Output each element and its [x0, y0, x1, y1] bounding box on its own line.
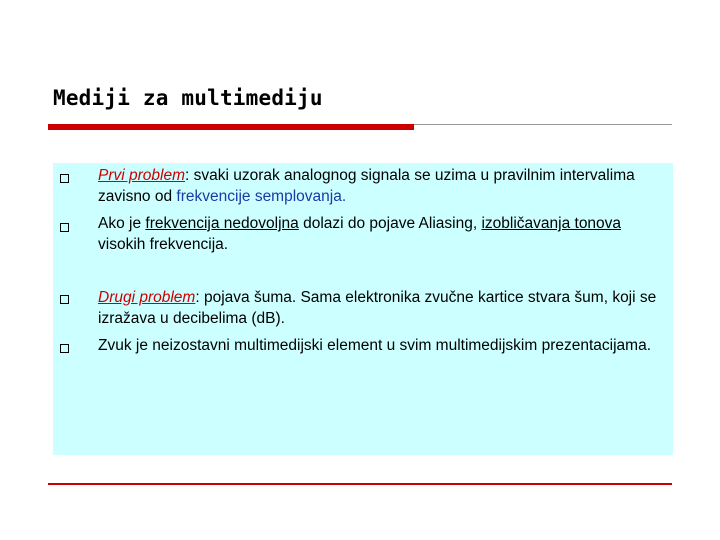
- bullet-4-text: [98, 336, 668, 357]
- bullet-3-text: [98, 288, 668, 329]
- bullet-4-body: Zvuk je neizostavni multimedijski element u svim multimedijskim prezentacijama.: [98, 337, 652, 354]
- bullet-1-lead: Prvi problem: [98, 167, 185, 184]
- bullet-1-text: [98, 166, 668, 207]
- bullet-2-part-1: Ako je: [98, 215, 146, 232]
- footer-divider-red: [48, 483, 672, 485]
- bullet-1-body: : svaki uzorak analognog signala se uzima u pravilnim intervalima zavisno od: [98, 167, 635, 205]
- bullet-2-term-2: izobličavanja tonova: [481, 215, 622, 232]
- bullet-2-part-2: dolazi do pojave Aliasing,: [298, 215, 482, 232]
- hollow-square-bullet-icon: [60, 295, 69, 304]
- bullet-2-term-1: frekvencija nedovoljna: [145, 215, 299, 232]
- hollow-square-bullet-icon: [60, 174, 69, 183]
- slide-title: Mediji za multimediju: [53, 86, 323, 110]
- title-divider-red: [48, 124, 414, 130]
- bullet-3-lead: Drugi problem: [98, 289, 196, 306]
- bullet-3-body: : pojava šuma. Sama elektronika zvučne kartice stvara šum, koji se izražava u decibelima (dB).: [98, 289, 657, 327]
- hollow-square-bullet-icon: [60, 223, 69, 232]
- hollow-square-bullet-icon: [60, 344, 69, 353]
- bullet-2-part-3: visokih frekvencija.: [98, 235, 229, 253]
- bullet-2-text: [98, 214, 668, 255]
- bullet-1-term: frekvencije semplovanja.: [176, 187, 347, 205]
